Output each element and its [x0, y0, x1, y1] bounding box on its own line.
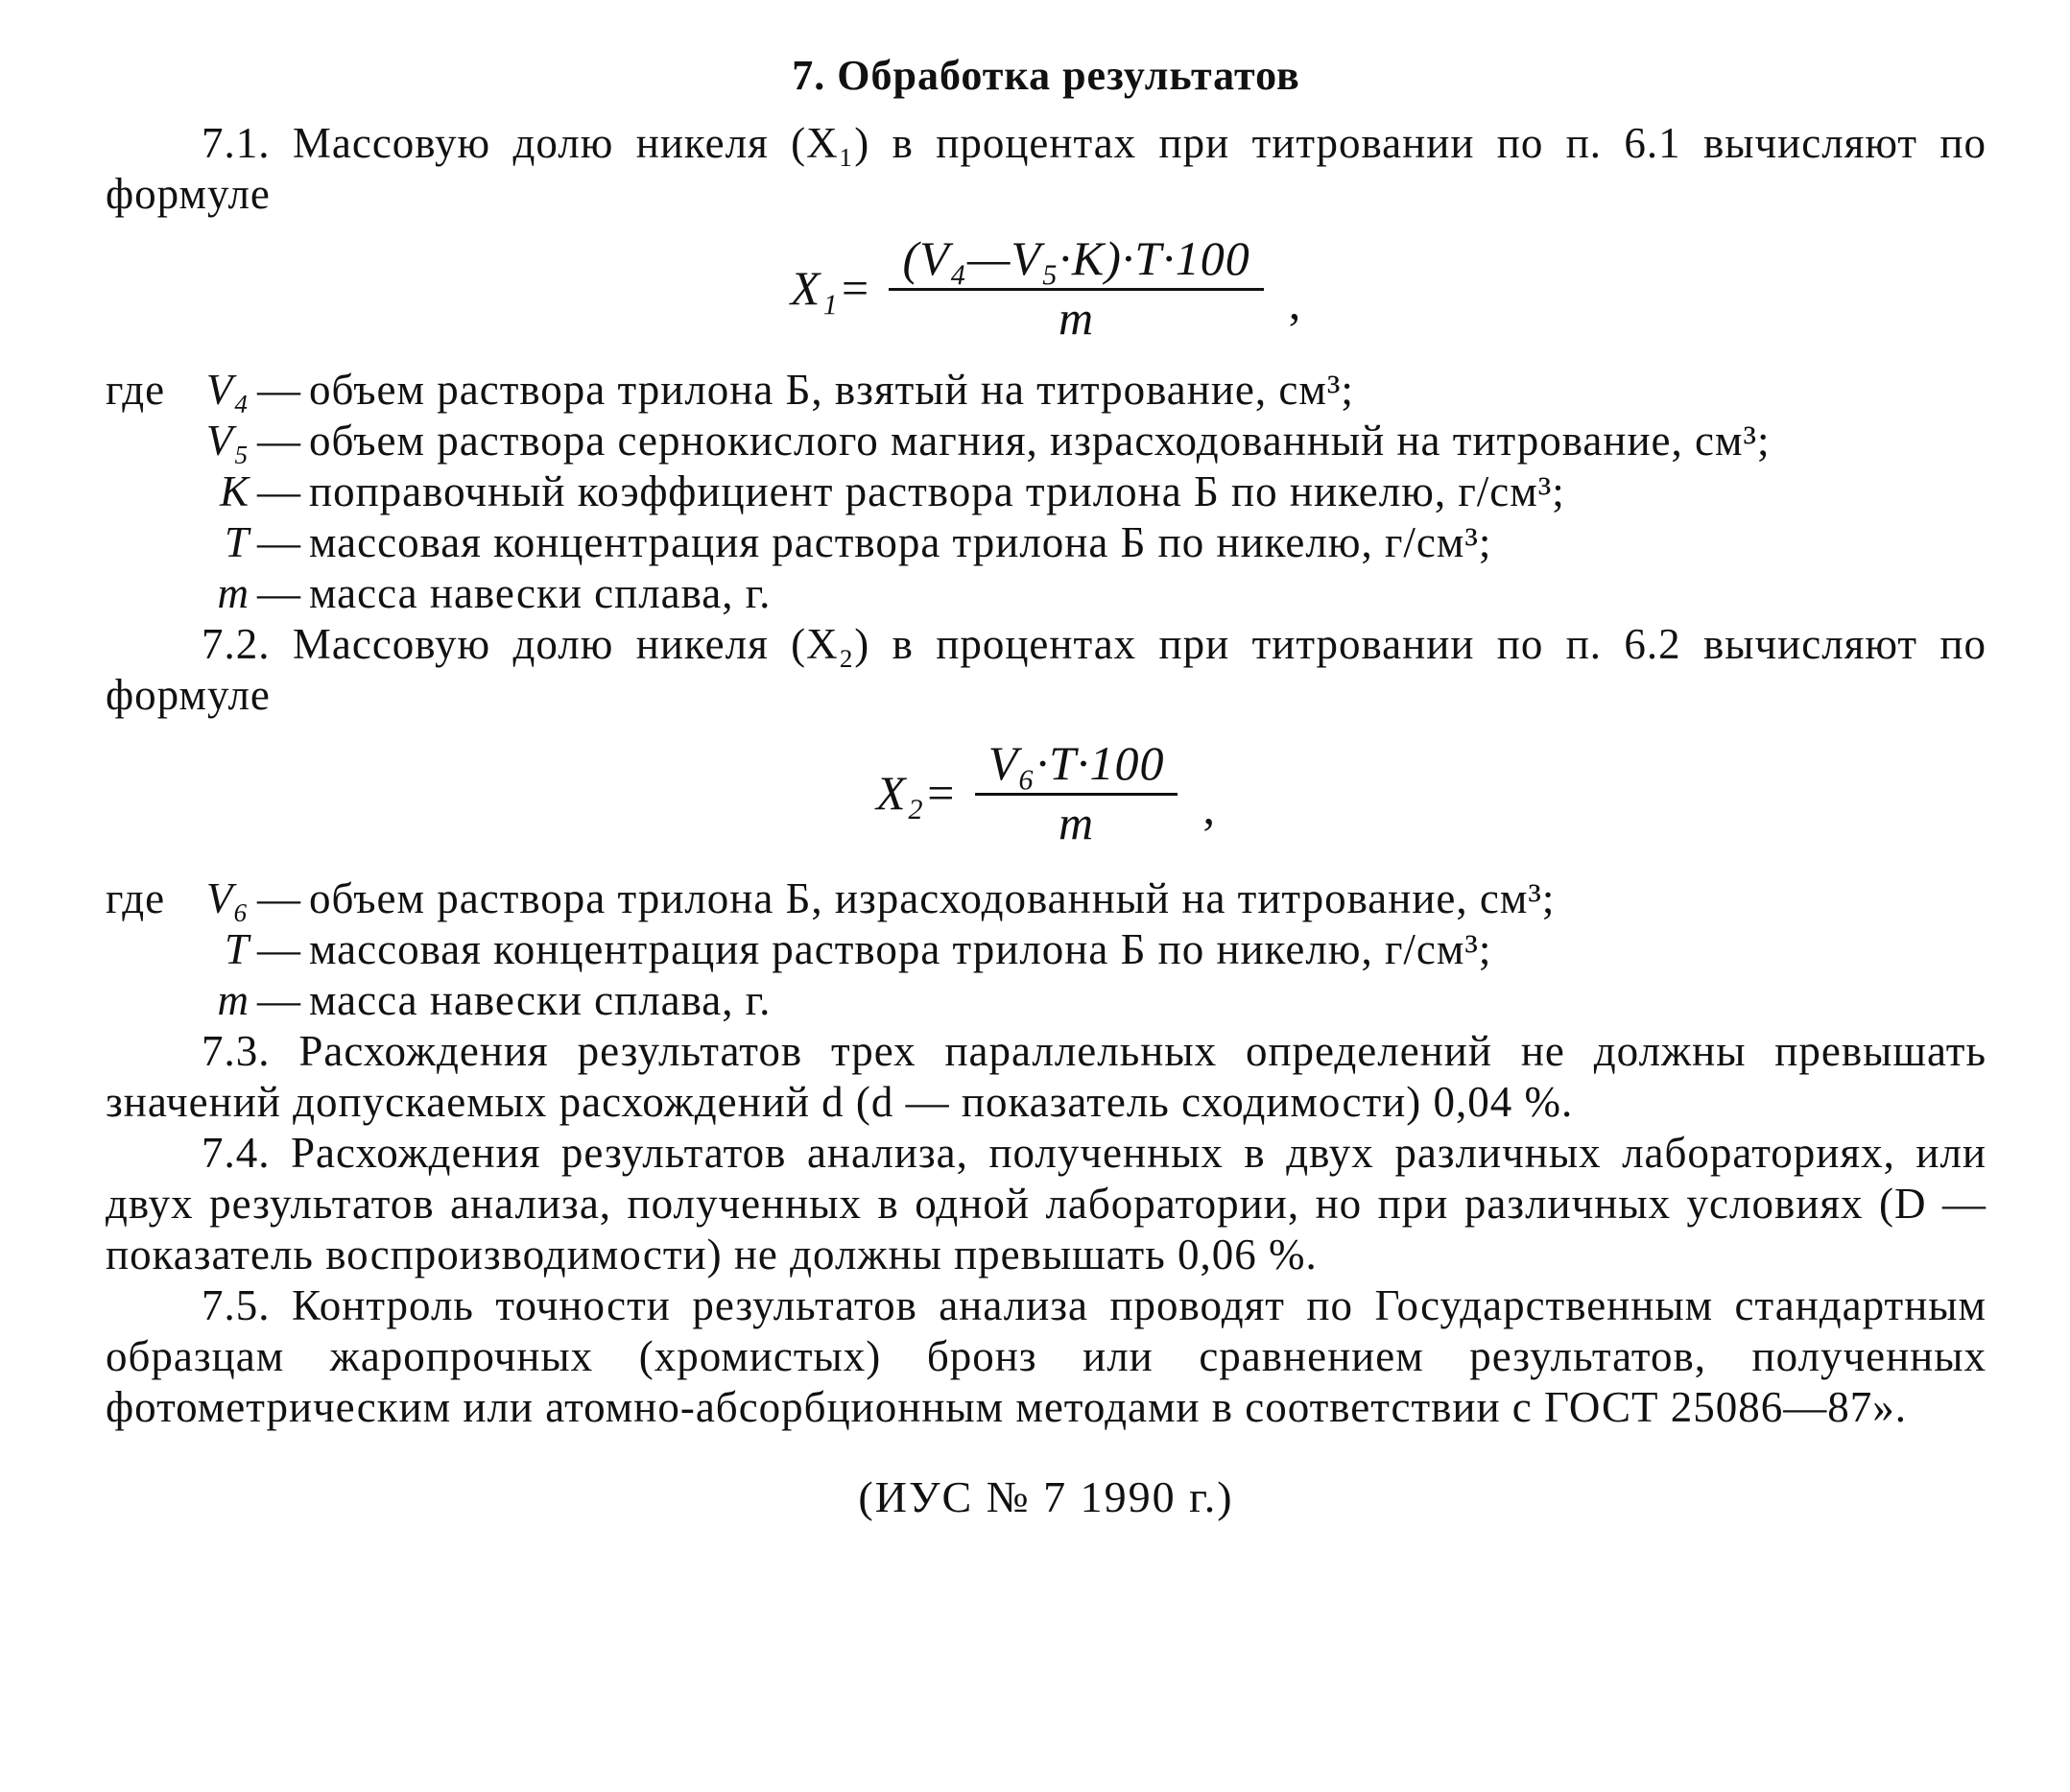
definition-symbol: V₆: [205, 874, 250, 922]
definition-row: [106, 466, 1987, 517]
definition-dash: —: [257, 467, 301, 515]
formula-x1-lhs: X₁=: [790, 261, 872, 315]
formula-x2-numerator: V₆·T·100: [975, 738, 1178, 796]
definition-symbol: T: [224, 925, 250, 973]
paragraph-7-4: 7.4. Расхождения результатов анализа, полученных в двух различных лабораториях, или двух результатов анализа, полученных в одной лаборатории, но при различных условиях (D — показатель воспроизводимости) не должны превышать 0,06 %.: [106, 1129, 1987, 1278]
ius-reference: (ИУС № 7 1990 г.): [858, 1472, 1234, 1521]
formula-x1-comma: ,: [1288, 275, 1302, 329]
definition-text: поправочный коэффициент раствора трилона Б по никелю, г/см³;: [309, 467, 1565, 515]
definition-text: объем раствора трилона Б, взятый на титрование, см³;: [309, 366, 1354, 414]
definition-dash: —: [257, 976, 301, 1024]
definition-text: масса навески сплава, г.: [309, 569, 772, 617]
definition-text: объем раствора трилона Б, израсходованный на титрование, см³;: [309, 874, 1556, 922]
variable-definitions-1: [106, 365, 1987, 619]
definition-text: объем раствора сернокислого магния, израсходованный на титрование, см³;: [309, 417, 1771, 465]
definition-text: массовая концентрация раствора трилона Б по никелю, г/см³;: [309, 925, 1492, 973]
formula-x2-comma: ,: [1202, 780, 1216, 834]
formula-x2-denominator: m: [1059, 796, 1095, 849]
definition-row: [106, 924, 1987, 975]
definition-dash: —: [257, 366, 301, 414]
definition-text: масса навески сплава, г.: [309, 976, 772, 1024]
formula-x1: [106, 233, 1987, 344]
document-page: [106, 38, 1987, 1522]
definition-row: [106, 568, 1987, 619]
definition-dash: —: [257, 569, 301, 617]
formula-x1-denominator: m: [1059, 291, 1095, 345]
paragraph-7-3: 7.3. Расхождения результатов трех параллельных определений не должны превышать значений допускаемых расхождений d (d — показатель сходимости) 0,04 %.: [106, 1027, 1987, 1126]
definition-symbol: m: [217, 569, 250, 617]
definition-row: [106, 975, 1987, 1026]
formula-x2-fraction: [975, 738, 1178, 848]
definition-symbol: V₅: [205, 417, 250, 465]
definition-dash: —: [257, 925, 301, 973]
definition-symbol: K: [219, 467, 250, 515]
definition-dash: —: [257, 518, 301, 566]
formula-x1-fraction: [889, 233, 1263, 344]
definition-dash: —: [257, 874, 301, 922]
definition-lead: где: [106, 874, 166, 922]
paragraph-7-2: 7.2. Массовую долю никеля (X₂) в процентах при титровании по п. 6.2 вычисляют по формуле: [106, 620, 1987, 719]
formula-x1-numerator: (V₄—V₅·K)·T·100: [889, 233, 1263, 291]
definition-row: [106, 873, 1987, 924]
definition-symbol: m: [217, 976, 250, 1024]
definition-row: [106, 416, 1987, 466]
definition-lead: где: [106, 366, 166, 414]
definition-symbol: T: [224, 518, 250, 566]
definition-symbol: V₄: [205, 366, 250, 414]
paragraph-7-5: 7.5. Контроль точности результатов анализа проводят по Государственным стандартным образцам жаропрочных (хромистых) бронз или сравнением результатов, полученных фотометрическим или атомно-абсорбционным методами в соответствии с ГОСТ 25086—87».: [106, 1281, 1987, 1431]
paragraph-7-1: 7.1. Массовую долю никеля (X₁) в процентах при титровании по п. 6.1 вычисляют по формуле: [106, 119, 1987, 218]
definition-row: [106, 517, 1987, 568]
definition-row: [106, 365, 1987, 416]
formula-x2-lhs: X₂=: [876, 766, 958, 820]
variable-definitions-2: [106, 873, 1987, 1026]
section-heading: 7. Обработка результатов: [792, 52, 1300, 99]
definition-text: массовая концентрация раствора трилона Б по никелю, г/см³;: [309, 518, 1492, 566]
formula-x2: [106, 738, 1987, 848]
definition-dash: —: [257, 417, 301, 465]
